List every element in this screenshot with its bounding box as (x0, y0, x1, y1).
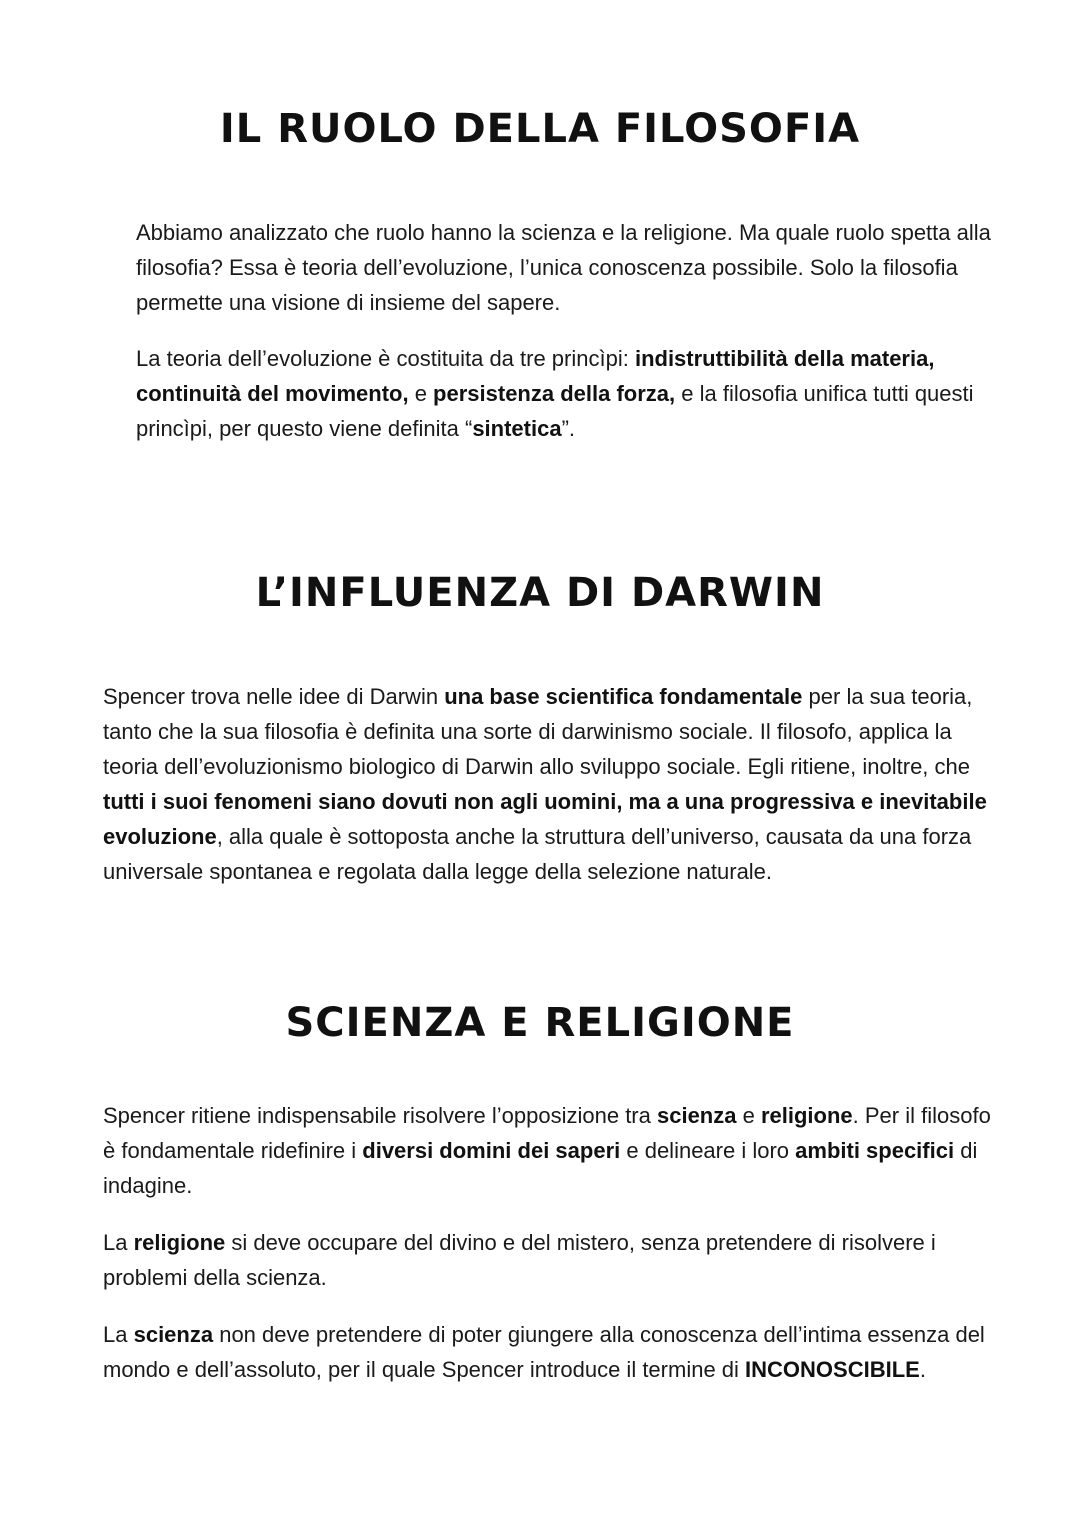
bold-text: scienza (133, 1322, 214, 1347)
paragraph-ruolo-principi (136, 341, 1016, 446)
bold-text: una base scientifica fondamentale (444, 684, 803, 709)
text-segment: per la sua teoria, tanto che la sua filosofia è definita una sorte di darwinismo sociale. Il filosofo, applica la teoria dell’evoluzionismo biologico di Darwin allo sviluppo sociale. Egli ritiene, inoltre, che (103, 684, 973, 779)
bold-text: religione (760, 1103, 853, 1128)
bold-text: scienza (656, 1103, 737, 1128)
paragraph-religione (103, 1225, 1003, 1295)
text-segment: La teoria dell’evoluzione è costituita da tre princìpi: (136, 346, 635, 371)
section-title-scienza-e-religione: SCIENZA E RELIGIONE (285, 1000, 795, 1046)
bold-text: religione (133, 1230, 226, 1255)
bold-text: ambiti specifici (795, 1138, 955, 1163)
paragraph-ruolo-intro: Abbiamo analizzato che ruolo hanno la scienza e la religione. Ma quale ruolo spetta alla filosofia? Essa è teoria dell’evoluzione, l’unica conoscenza possibile. Solo la filosofia permette una visione di insieme del sapere. (136, 220, 991, 315)
bold-text: diversi domini dei saperi (362, 1138, 621, 1163)
text-segment: di indagine. (103, 1138, 978, 1198)
bold-text: tutti i suoi fenomeni siano dovuti non agli uomini, ma a una progressiva e inevitabile evoluzione (103, 789, 987, 849)
bold-text: persistenza della forza, (433, 381, 676, 406)
text-segment: ”. (561, 416, 576, 441)
text-segment: e (408, 381, 434, 406)
paragraph-scienza-opposizione (103, 1098, 1003, 1203)
text-segment: La (103, 1230, 134, 1255)
paragraph-scienza-inconoscibile (103, 1317, 1003, 1387)
text-segment: e delineare i loro (620, 1138, 796, 1163)
section-title-influenza-di-darwin: L’INFLUENZA DI DARWIN (255, 570, 825, 616)
bold-text: sintetica (472, 416, 562, 441)
bold-text: INCONOSCIBILE (745, 1357, 920, 1382)
text-segment: . Per il filosofo è fondamentale ridefinire i (103, 1103, 991, 1163)
paragraph-darwin (103, 679, 1003, 889)
text-segment: e la filosofia unifica tutti questi princìpi, per questo viene definita “ (136, 381, 974, 441)
text-segment: si deve occupare del divino e del mistero, senza pretendere di risolvere i problemi della scienza. (103, 1230, 936, 1290)
bold-text: indistruttibilità della materia, continuità del movimento, (136, 346, 935, 406)
text-segment: , alla quale è sottoposta anche la struttura dell’universo, causata da una forza universale spontanea e regolata dalla legge della selezione naturale. (103, 824, 972, 884)
text-segment: Spencer ritiene indispensabile risolvere l’opposizione tra (103, 1103, 657, 1128)
text-segment: . (919, 1357, 926, 1382)
text-segment: Spencer trova nelle idee di Darwin (103, 684, 445, 709)
text-segment: e (736, 1103, 761, 1128)
text-segment: La (103, 1322, 134, 1347)
text-segment: non deve pretendere di poter giungere alla conoscenza dell’intima essenza del mondo e dell’assoluto, per il quale Spencer introduce il termine di (103, 1322, 985, 1382)
section-title-ruolo-della-filosofia: IL RUOLO DELLA FILOSOFIA (219, 106, 861, 152)
